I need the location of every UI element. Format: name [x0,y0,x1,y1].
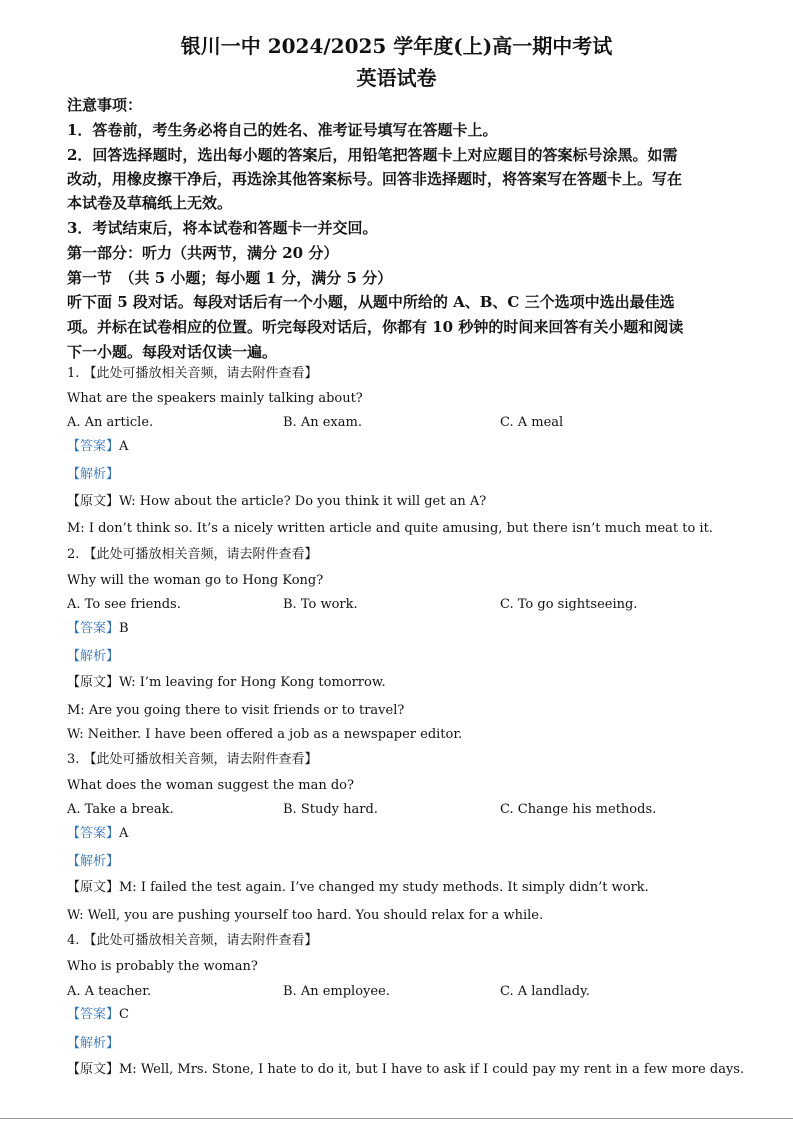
audio-note: 2. 【此处可播放相关音频，请去附件查看】 [67,547,318,562]
answer-line [67,621,129,637]
analysis-label: 【解析】 [67,854,120,869]
answer-line [67,826,128,842]
answer-value: A [119,439,129,454]
option-c: C. A landlady. [500,984,590,999]
instructions-line: 听下面 5 段对话。每段对话后有一个小题，从题中所给的 A、B、C 三个选项中选出最佳选 [67,293,675,311]
notice-item: 1．答卷前，考生务必将自己的姓名、准考证号填写在答题卡上。 [67,121,498,139]
part1-heading: 第一部分：听力（共两节，满分 20 分） [67,244,339,262]
question-text: Why will the woman go to Hong Kong? [67,573,324,588]
option-c: C. Change his methods. [500,802,657,817]
analysis-label: 【解析】 [67,649,120,664]
option-a: A. An article. [67,415,154,430]
analysis-label: 【解析】 [67,467,120,482]
answer-value: B [119,621,129,636]
option-a: A. Take a break. [67,802,174,817]
notice-item: 本试卷及草稿纸上无效。 [67,194,233,212]
transcript-line: W: Well, you are pushing yourself too hard. You should relax for a while. [67,908,544,923]
section1-heading: 第一节 （共 5 小题；每小题 1 分，满分 5 分） [67,269,393,287]
transcript-line: M: Are you going there to visit friends or to travel? [67,703,405,718]
answer-label: 【答案】 [67,621,120,636]
transcript-line: M: I don’t think so. It’s a nicely written article and quite amusing, but there isn’t much meat to it. [67,521,713,536]
option-a: A. A teacher. [67,984,152,999]
option-b: B. To work. [283,597,358,612]
analysis-label: 【解析】 [67,1036,120,1051]
answer-line [67,439,128,455]
transcript-line: 【原文】M: Well, Mrs. Stone, I hate to do it, but I have to ask if I could pay my rent in a few more days. [67,1062,745,1077]
instructions-line: 项。并标在试卷相应的位置。听完每段对话后，你都有 10 秒钟的时间来回答有关小题和阅读 [67,318,684,336]
notice-heading: 注意事项： [67,96,143,114]
answer-label: 【答案】 [67,826,120,841]
answer-label: 【答案】 [67,1007,120,1022]
notice-item: 改动，用橡皮擦干净后，再选涂其他答案标号。回答非选择题时，将答案写在答题卡上。写在 [67,170,683,188]
question-text: Who is probably the woman? [67,959,258,974]
answer-label: 【答案】 [67,439,120,454]
transcript-line: W: Neither. I have been offered a job as a newspaper editor. [67,727,463,742]
transcript-line: 【原文】M: I failed the test again. I’ve changed my study methods. It simply didn’t work. [67,880,649,895]
exam-subtitle: 英语试卷 [356,66,437,90]
audio-note: 3. 【此处可播放相关音频，请去附件查看】 [67,752,318,767]
answer-value: A [119,826,129,841]
option-b: B. An employee. [283,984,390,999]
transcript-line: 【原文】W: I’m leaving for Hong Kong tomorrow. [67,675,386,690]
transcript-line: 【原文】W: How about the article? Do you think it will get an A? [67,494,487,509]
option-b: B. An exam. [283,415,362,430]
answer-value: C [119,1007,129,1022]
option-c: C. To go sightseeing. [500,597,638,612]
answer-line [67,1007,129,1023]
question-text: What does the woman suggest the man do? [67,778,354,793]
audio-note: 4. 【此处可播放相关音频，请去附件查看】 [67,933,318,948]
option-a: A. To see friends. [67,597,181,612]
option-b: B. Study hard. [283,802,378,817]
page-bottom-rule [0,1118,793,1119]
instructions-line: 下一小题。每段对话仅读一遍。 [67,343,278,361]
exam-title: 银川一中 2024/2025 学年度(上)高一期中考试 [180,34,613,58]
notice-item: 3．考试结束后，将本试卷和答题卡一并交回。 [67,219,378,237]
option-c: C. A meal [500,415,564,430]
notice-item: 2．回答选择题时，选出每小题的答案后，用铅笔把答题卡上对应题目的答案标号涂黑。如需 [67,146,678,164]
question-text: What are the speakers mainly talking about? [67,391,363,406]
audio-note: 1. 【此处可播放相关音频，请去附件查看】 [67,366,318,381]
